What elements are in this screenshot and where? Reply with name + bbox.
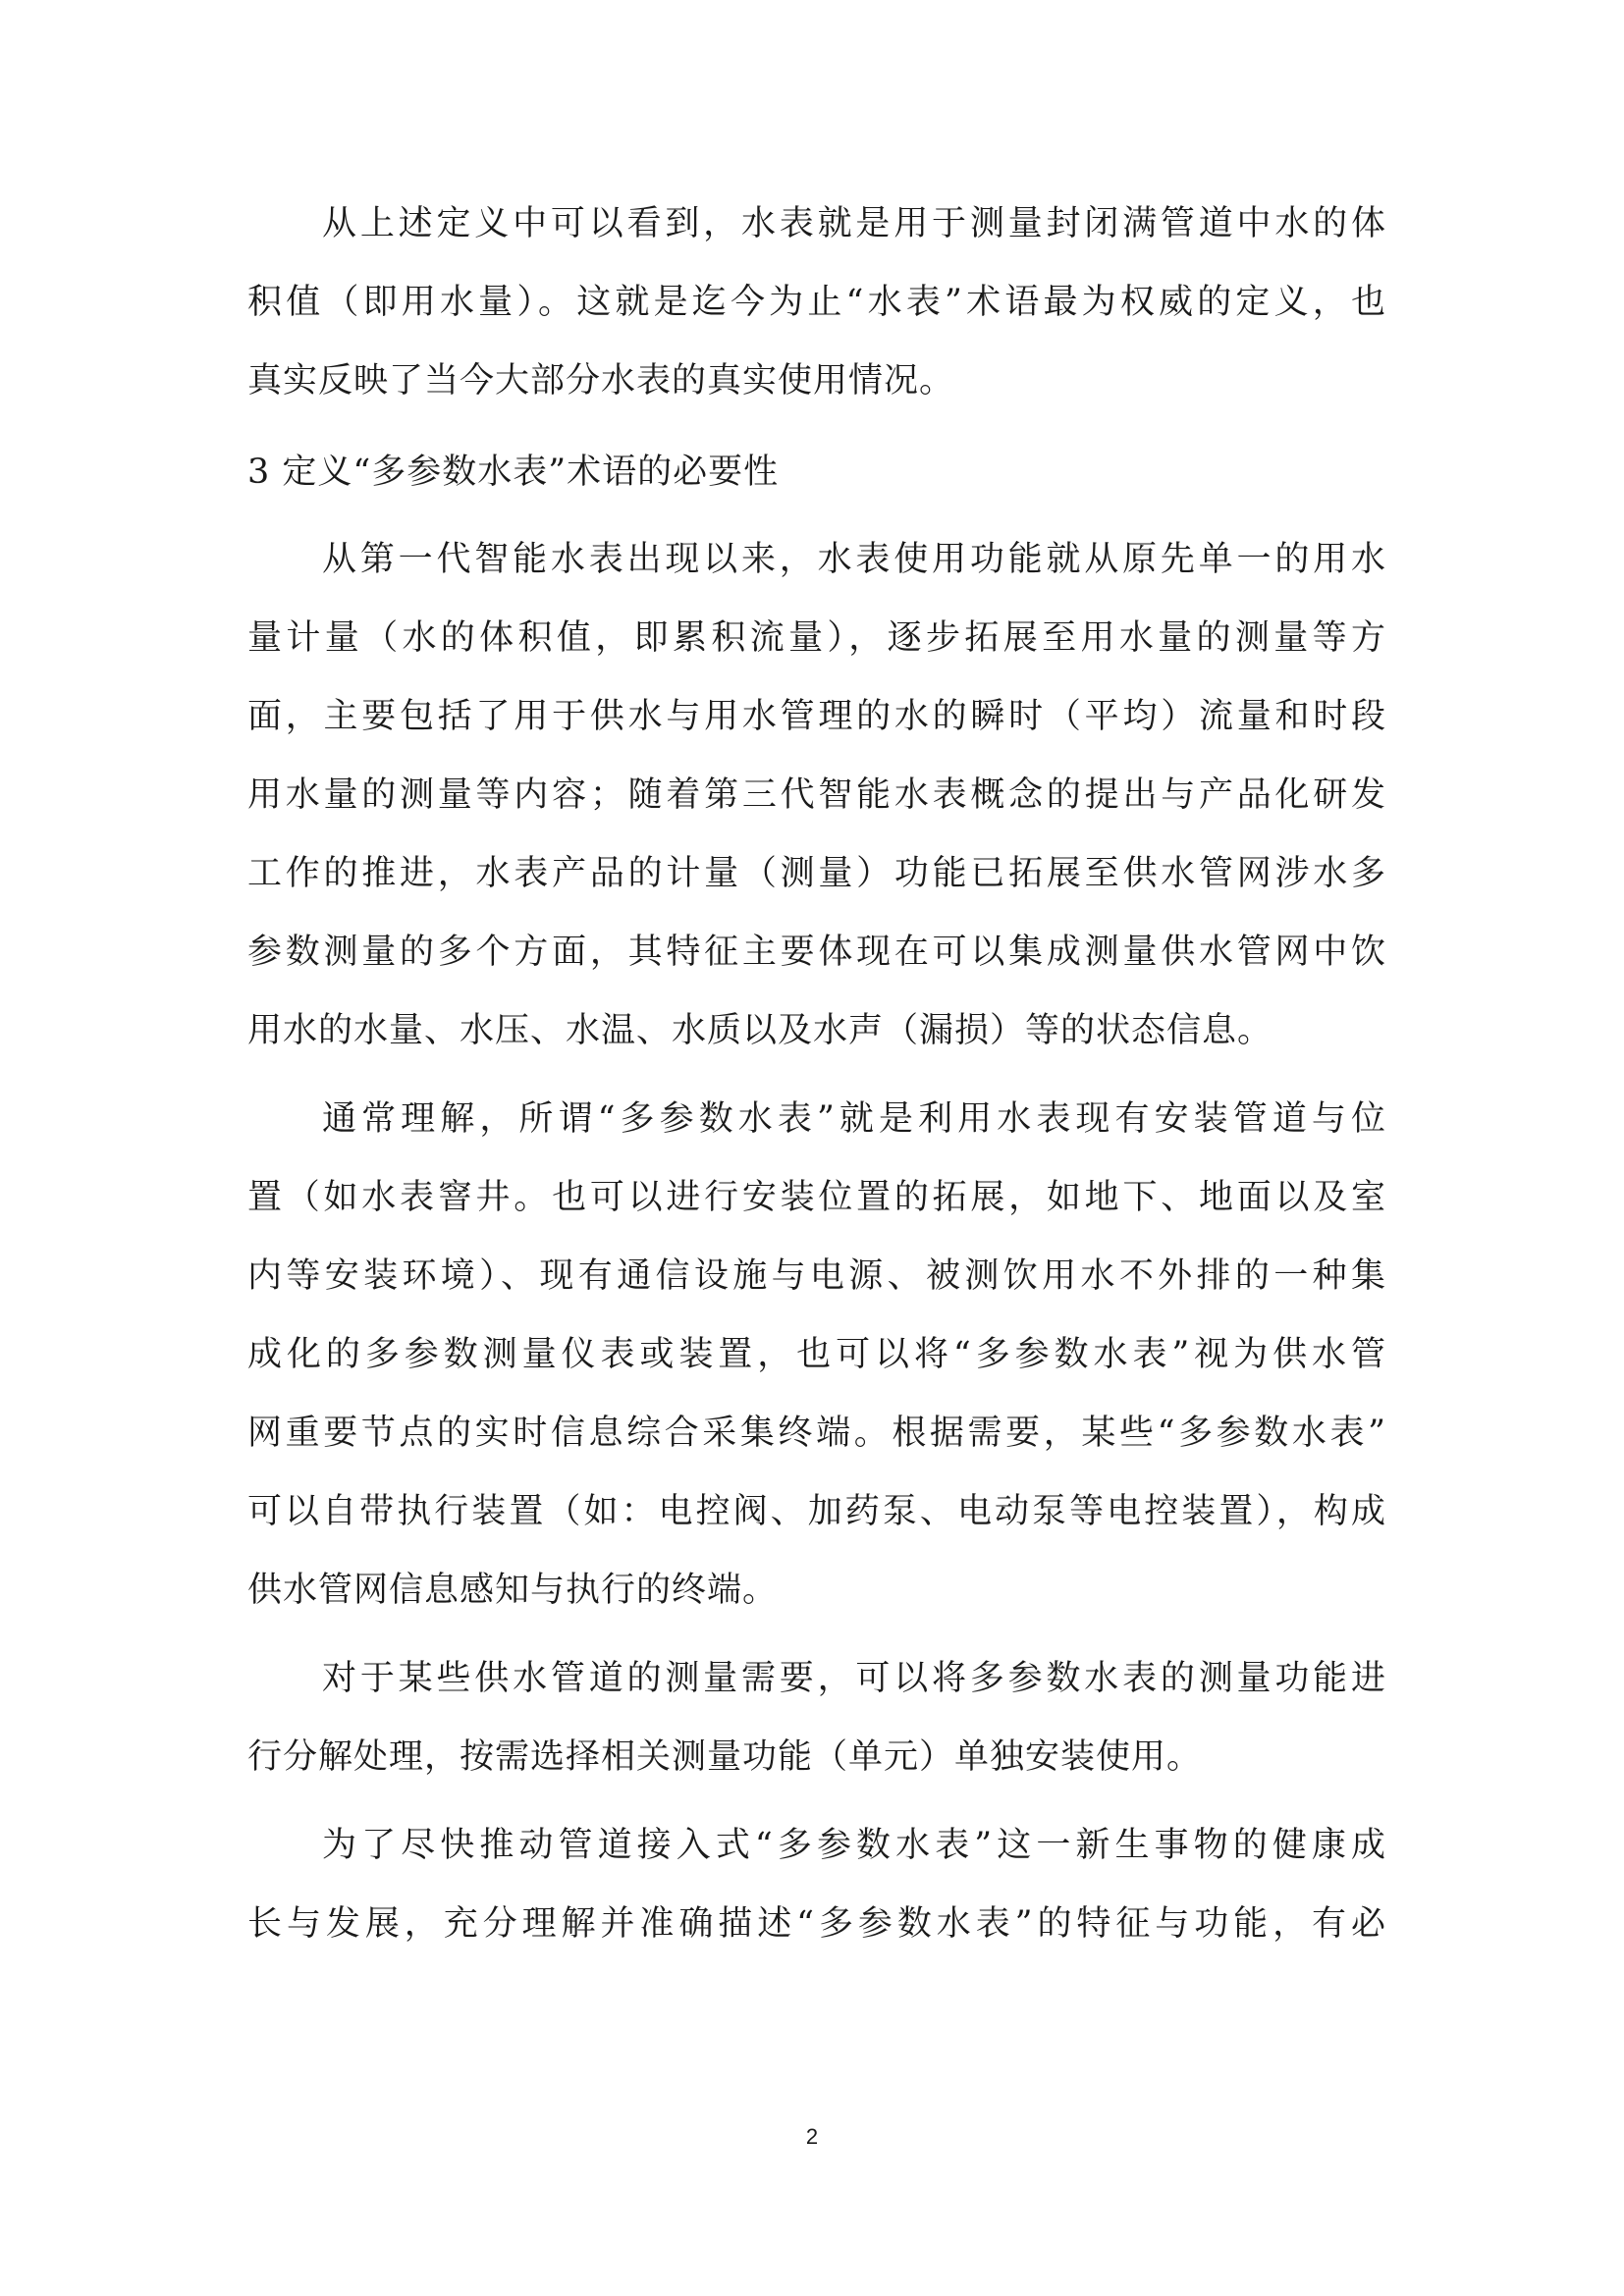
- paragraph-4-line-1: 对于某些供水管道的测量需要，可以将多参数水表的测量功能进: [322, 1659, 1386, 1698]
- paragraph-3-line-6: 可以自带执行装置（如：电控阀、加药泵、电动泵等电控装置），构成: [247, 1492, 1386, 1531]
- paragraph-1-line-2: 积值（即用水量）。这就是迄今为止“水表”术语最为权威的定义，也: [247, 283, 1386, 322]
- paragraph-1-line-1: 从上述定义中可以看到，水表就是用于测量封闭满管道中水的体: [322, 204, 1386, 243]
- paragraph-3-line-1: 通常理解，所谓“多参数水表”就是利用水表现有安装管道与位: [322, 1099, 1386, 1139]
- paragraph-4-line-2: 行分解处理，按需选择相关测量功能（单元）单独安装使用。: [247, 1737, 1203, 1777]
- paragraph-2-line-3: 面，主要包括了用于供水与用水管理的水的瞬时（平均）流量和时段: [247, 697, 1386, 736]
- paragraph-5-line-1: 为了尽快推动管道接入式“多参数水表”这一新生事物的健康成: [322, 1826, 1386, 1865]
- paragraph-2-line-1: 从第一代智能水表出现以来，水表使用功能就从原先单一的用水: [322, 540, 1386, 579]
- paragraph-3-line-5: 网重要节点的实时信息综合采集终端。根据需要，某些“多参数水表”: [247, 1414, 1386, 1453]
- page-number: 2: [805, 2124, 819, 2149]
- paragraph-2-line-2: 量计量（水的体积值，即累积流量），逐步拓展至用水量的测量等方: [247, 618, 1386, 658]
- paragraph-2-line-7: 用水的水量、水压、水温、水质以及水声（漏损）等的状态信息。: [247, 1011, 1273, 1050]
- paragraph-3-line-4: 成化的多参数测量仪表或装置，也可以将“多参数水表”视为供水管: [247, 1335, 1386, 1374]
- paragraph-3-line-7: 供水管网信息感知与执行的终端。: [247, 1571, 779, 1610]
- section-heading: 3 定义“多参数水表”术语的必要性: [247, 453, 780, 492]
- paragraph-2-line-4: 用水量的测量等内容；随着第三代智能水表概念的提出与产品化研发: [247, 775, 1386, 815]
- paragraph-2-line-6: 参数测量的多个方面，其特征主要体现在可以集成测量供水管网中饮: [247, 933, 1386, 972]
- paragraph-5-line-2: 长与发展，充分理解并准确描述“多参数水表”的特征与功能，有必: [247, 1904, 1386, 1944]
- paragraph-1-line-3: 真实反映了当今大部分水表的真实使用情况。: [247, 361, 955, 400]
- paragraph-3-line-2: 置（如水表窨井。也可以进行安装位置的拓展，如地下、地面以及室: [247, 1178, 1386, 1217]
- paragraph-3-line-3: 内等安装环境）、现有通信设施与电源、被测饮用水不外排的一种集: [247, 1256, 1386, 1296]
- paragraph-2-line-5: 工作的推进，水表产品的计量（测量）功能已拓展至供水管网涉水多: [247, 854, 1386, 893]
